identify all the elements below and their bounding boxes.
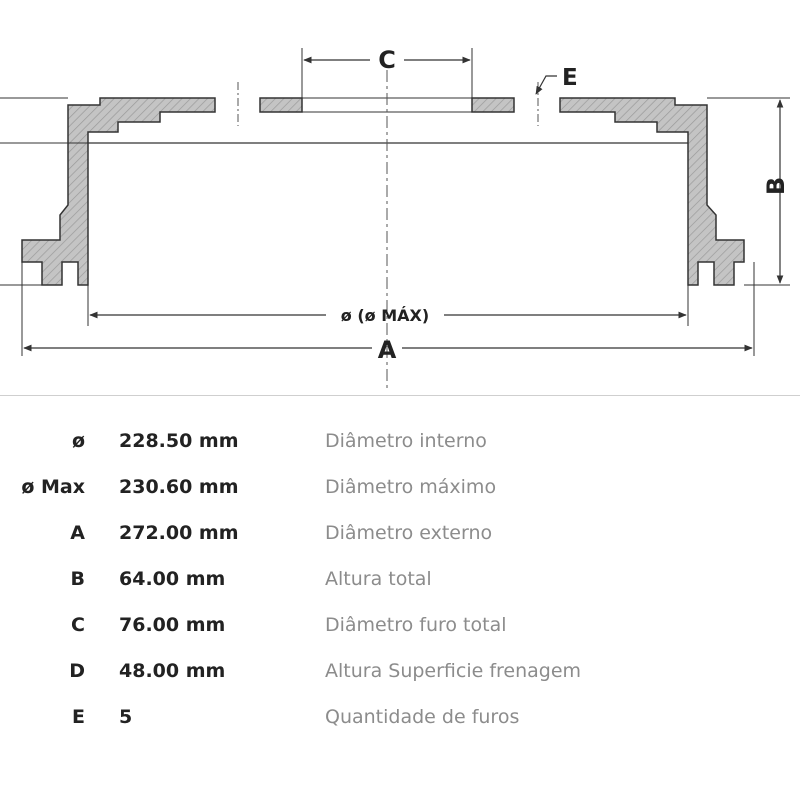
spec-symbol: D [69, 660, 85, 682]
spec-value: 64.00 mm [119, 568, 226, 590]
spec-row [0, 694, 800, 740]
spec-description: Altura Superficie frenagem [325, 660, 582, 682]
spec-value: 272.00 mm [119, 522, 239, 544]
spec-row [0, 602, 800, 648]
spec-row [0, 510, 800, 556]
label-diameter: ø (ø MÁX) [340, 306, 430, 325]
spec-row [0, 648, 800, 694]
spec-description: Diâmetro máximo [325, 476, 497, 498]
label-a: A [377, 336, 397, 364]
spec-symbol: E [72, 706, 85, 728]
spec-symbol: C [71, 614, 85, 636]
spec-description: Diâmetro externo [325, 522, 493, 544]
hub-flange-left [260, 98, 302, 112]
spec-description: Diâmetro furo total [325, 614, 507, 636]
dimension-a [24, 336, 752, 364]
spec-value: 228.50 mm [119, 430, 239, 452]
spec-row [0, 464, 800, 510]
spec-row [0, 556, 800, 602]
label-e: E [562, 65, 578, 91]
spec-table [0, 418, 800, 740]
drum-left-wall [22, 98, 215, 285]
spec-symbol: B [70, 568, 85, 590]
spec-description: Altura total [325, 568, 432, 590]
label-c: C [378, 46, 396, 74]
spec-value: 76.00 mm [119, 614, 226, 636]
section-divider [0, 395, 800, 396]
spec-symbol: A [70, 522, 85, 544]
spec-description: Diâmetro interno [325, 430, 487, 452]
label-b: B [762, 176, 790, 196]
spec-description: Quantidade de furos [325, 706, 520, 728]
brake-drum-drawing [0, 0, 800, 395]
spec-symbol: ø [71, 430, 85, 452]
spec-value: 48.00 mm [119, 660, 226, 682]
spec-value: 5 [119, 706, 133, 728]
dimension-e [536, 65, 578, 94]
spec-symbol: ø Max [21, 476, 85, 498]
dimension-diameter [90, 306, 686, 325]
spec-row [0, 418, 800, 464]
hub-flange-right [472, 98, 514, 112]
dimension-c [302, 46, 472, 98]
drum-cross-section [22, 98, 744, 285]
spec-value: 230.60 mm [119, 476, 239, 498]
drum-right-wall [560, 98, 744, 285]
